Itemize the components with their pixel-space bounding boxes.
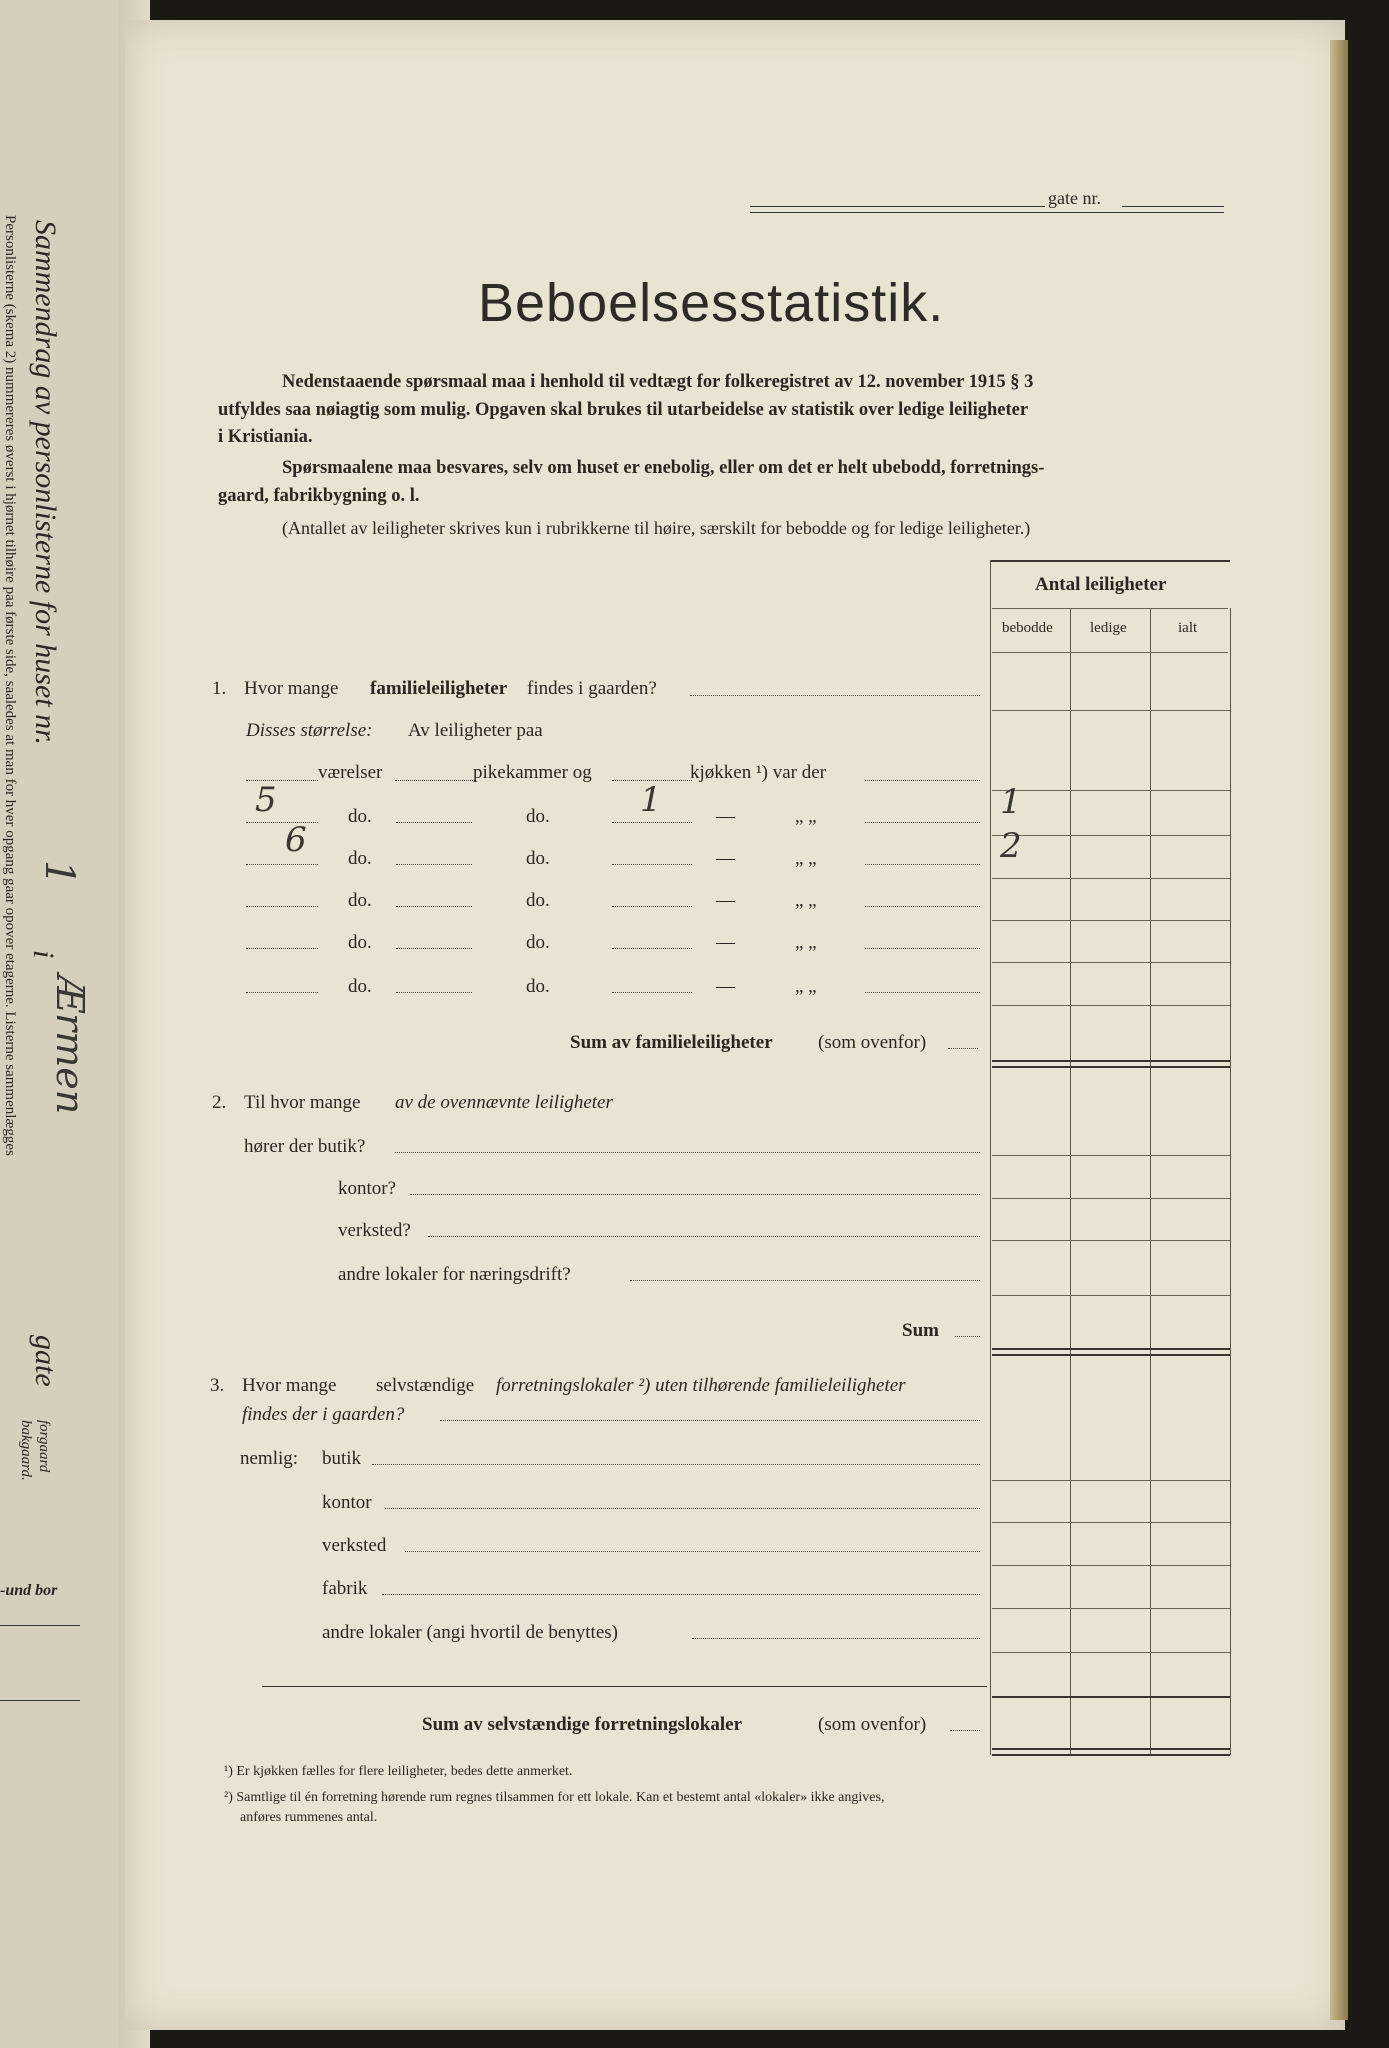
left-gate-word: gate: [29, 1335, 62, 1387]
q3-line2: findes der i gaarden?: [242, 1404, 405, 1425]
q2-dots: [410, 1194, 980, 1195]
q1-leader-dots: [865, 780, 980, 781]
left-heading: Sammendrag av personlisterne for huset nr.: [29, 220, 62, 745]
left-bakgaard: bakgaard.: [18, 1420, 34, 1481]
table-row-line: [992, 1608, 1230, 1609]
footnote-1: ¹) Er kjøkken fælles for flere leiligheter, bedes dette anmerket.: [224, 1764, 573, 1779]
q3-butik: butik: [322, 1448, 362, 1469]
q3-dots: [405, 1551, 980, 1552]
table-sum-rule: [992, 1060, 1230, 1062]
q1-row-dash: —: [716, 932, 735, 953]
intro-p3: (Antallet av leiligheter skrives kun i rubrikkerne til høire, særskilt for bebodde og for ledige leiligheter.): [282, 518, 1031, 538]
q3-verksted: verksted: [322, 1535, 387, 1556]
table-sum-rule: [992, 1348, 1230, 1350]
q3-kontor: kontor: [322, 1492, 372, 1513]
q1-row-pike-line: [396, 822, 472, 823]
q1-row-kjokken-value: 1: [640, 780, 662, 820]
table-sum-rule: [992, 1696, 1230, 1698]
q2-andre: andre lokaler for næringsdrift?: [338, 1264, 571, 1285]
q3-andre: andre lokaler (angi hvortil de benyttes): [322, 1622, 618, 1643]
q1-row-rooms-value: 5: [255, 780, 277, 820]
q1-row-rooms-line: [246, 906, 318, 907]
q3-text-pre: Hvor mange: [242, 1375, 337, 1396]
q1-row-rooms-value: 6: [285, 820, 307, 860]
q3-sum-dots: [950, 1730, 980, 1731]
q1-row-quote: „ „: [795, 976, 817, 997]
q1-row-do: do.: [348, 976, 372, 997]
q2-dots: [630, 1280, 980, 1281]
q1-row-pike-line: [396, 992, 472, 993]
q1-col-vaerelser: værelser: [318, 762, 383, 783]
table-header-rule: [992, 608, 1228, 609]
table-row-line: [992, 1005, 1230, 1006]
q1-leader-dots: [690, 695, 980, 696]
q3-sum-label: Sum av selvstændige forretningslokaler: [422, 1714, 743, 1735]
q1-sum-post: (som ovenfor): [818, 1032, 927, 1053]
q1-sum-label: Sum av familieleiligheter: [570, 1032, 773, 1053]
intro-p1-line3: i Kristiania.: [218, 427, 313, 447]
q1-row-do: do.: [348, 848, 372, 869]
q1-col-pikekammer: pikekammer og: [473, 762, 592, 783]
q3-dots: [385, 1508, 980, 1509]
table-sum-rule: [992, 1066, 1230, 1068]
q1-row-kjokken-line: [612, 864, 692, 865]
q3-dots: [440, 1420, 980, 1421]
table-row-line: [992, 962, 1230, 963]
q1-row-rooms-line: [246, 948, 318, 949]
q1-row-rooms-line: [246, 864, 318, 865]
left-house-number: 1: [36, 860, 82, 886]
footnote-2-line1: ²) Samtlige til én forretning hørende rum regnes tilsammen for ett lokale. Kan et bestemt antal «lokaler» ikke angives,: [224, 1790, 885, 1805]
q3-sum-post: (som ovenfor): [818, 1714, 927, 1735]
q1-row-do: do.: [526, 890, 550, 911]
table-row-line: [992, 1522, 1230, 1523]
col-ledige-header: ledige: [1090, 620, 1127, 636]
table-row-line: [992, 1155, 1230, 1156]
q1-text-bold: familieleiligheter: [370, 678, 508, 699]
q3-nemlig: nemlig:: [240, 1448, 299, 1469]
gate-underline: [750, 212, 1224, 213]
q1-row-do: do.: [348, 806, 372, 827]
left-forgaard: forgaard: [36, 1420, 52, 1473]
table-row-line: [992, 710, 1230, 711]
left-rule: [0, 1625, 80, 1626]
q1-sum-dots: [948, 1048, 978, 1049]
q2-text-pre: Til hvor mange: [244, 1092, 361, 1113]
q1-pike-blank: [395, 780, 475, 781]
q3-text-italic: forretningslokaler ²) uten tilhørende familieleiligheter: [496, 1375, 906, 1396]
q3-rule: [262, 1686, 987, 1687]
q1-col-kjokken: kjøkken ¹) var der: [690, 762, 827, 783]
col-bebodde-header: bebodde: [1002, 620, 1053, 636]
table-header-bottom: [992, 652, 1228, 653]
table-row-line: [992, 920, 1230, 921]
q1-row-rooms-line: [246, 992, 318, 993]
q1-row-quote: „ „: [795, 848, 817, 869]
table-title: Antal leiligheter: [1035, 574, 1167, 595]
q2-butik: hører der butik?: [244, 1136, 366, 1157]
q1-text-pre: Hvor mange: [244, 678, 339, 699]
q1-row-do: do.: [526, 932, 550, 953]
table-sum-rule: [992, 1354, 1230, 1356]
gate-nr-line: [1122, 206, 1224, 207]
q1-row-kjokken-line: [612, 822, 692, 823]
q1-row-dots: [865, 822, 980, 823]
intro-p1-line2: utfyldes saa nøiagtig som mulig. Opgaven skal brukes til utarbeidelse av statistik over ledige leiligheter: [218, 400, 1029, 420]
intro-p2-line1: Spørsmaalene maa besvares, selv om huset er enebolig, eller om det er helt ubebodd, forretnings-: [282, 458, 1045, 478]
gate-name-line: [750, 206, 1045, 207]
q1-row-pike-line: [396, 906, 472, 907]
table-row-line: [992, 1565, 1230, 1566]
table-row-line: [992, 878, 1230, 879]
q3-dots: [692, 1638, 980, 1639]
q1-row-do: do.: [348, 932, 372, 953]
q1-row-quote: „ „: [795, 890, 817, 911]
intro-p2-line2: gaard, fabrikbygning o. l.: [218, 486, 420, 506]
q1-row-dash: —: [716, 848, 735, 869]
q2-dots: [428, 1236, 980, 1237]
q1-row-dash: —: [716, 976, 735, 997]
q1-row-pike-line: [396, 948, 472, 949]
q1-row-rooms-line: [246, 822, 318, 823]
footnote-2-line2: anføres rummenes antal.: [240, 1810, 378, 1825]
col-ialt-header: ialt: [1178, 620, 1198, 636]
table-row-line: [992, 790, 1230, 791]
q1-sub-italic: Disses størrelse:: [246, 720, 373, 741]
q1-row-quote: „ „: [795, 806, 817, 827]
q1-row-do: do.: [526, 976, 550, 997]
q1-row-kjokken-line: [612, 992, 692, 993]
q1-row-dash: —: [716, 890, 735, 911]
q1-row-dots: [865, 906, 980, 907]
q2-text-italic: av de ovennævnte leiligheter: [395, 1092, 613, 1113]
table-vline: [990, 560, 991, 1755]
table-row-line: [992, 1240, 1230, 1241]
q1-row-dots: [865, 864, 980, 865]
q1-text-post: findes i gaarden?: [527, 678, 657, 699]
q1-sub-text: Av leiligheter paa: [408, 720, 543, 741]
q3-dots: [382, 1594, 980, 1595]
q1-number: 1.: [212, 678, 227, 699]
gate-nr-label: gate nr.: [1048, 188, 1101, 208]
q1-row-bebodde-value: 2: [1000, 826, 1022, 866]
table-row-line: [992, 1295, 1230, 1296]
q1-row-pike-line: [396, 864, 472, 865]
q3-fabrik: fabrik: [322, 1578, 368, 1599]
q1-row-kjokken-line: [612, 906, 692, 907]
q1-row-do: do.: [526, 848, 550, 869]
page-title: Beboelsesstatistik.: [478, 273, 945, 333]
q1-row-bebodde-value: 1: [1000, 782, 1022, 822]
table-top-rule: [990, 560, 1230, 562]
q1-row-dash: —: [716, 806, 735, 827]
table-row-line: [992, 1480, 1230, 1481]
q1-row-do: do.: [348, 890, 372, 911]
table-vline: [1150, 608, 1151, 1755]
q3-number: 3.: [210, 1375, 225, 1396]
left-street-name: Ærmen: [48, 975, 92, 1115]
table-row-line: [992, 1652, 1230, 1653]
q2-verksted: verksted?: [338, 1220, 411, 1241]
table-vline: [1070, 608, 1071, 1755]
table-bottom-rule: [992, 1748, 1230, 1750]
q2-kontor: kontor?: [338, 1178, 397, 1199]
q1-row-do: do.: [526, 806, 550, 827]
intro-p1-line1: Nedenstaaende spørsmaal maa i henhold til vedtægt for folkeregistret av 12. november 1915 § 3: [282, 372, 1034, 392]
q1-row-kjokken-line: [612, 948, 692, 949]
page-edge: [1330, 40, 1348, 2020]
left-small-text: Personlisterne (skema 2) nummereres øverst i hjørnet tilhøire paa første side, saaledes at man for hver opgang gaar opover etagerne. Listerne sammenlægges: [2, 215, 18, 1156]
q2-sum: Sum: [902, 1320, 939, 1341]
left-i-word: i: [27, 950, 60, 959]
left-bottom-text: -und bor: [0, 1582, 58, 1599]
q1-row-dots: [865, 948, 980, 949]
q2-sum-dots: [955, 1336, 980, 1337]
q1-row-dots: [865, 992, 980, 993]
q3-text-mid: selvstændige: [376, 1375, 475, 1396]
table-bottom-rule: [992, 1754, 1230, 1756]
q1-row-quote: „ „: [795, 932, 817, 953]
q2-dots: [395, 1152, 980, 1153]
table-vline: [1230, 608, 1231, 1755]
q3-dots: [372, 1464, 980, 1465]
left-rule: [0, 1700, 80, 1701]
table-row-line: [992, 1198, 1230, 1199]
q2-number: 2.: [212, 1092, 227, 1113]
table-row-line: [992, 835, 1230, 836]
